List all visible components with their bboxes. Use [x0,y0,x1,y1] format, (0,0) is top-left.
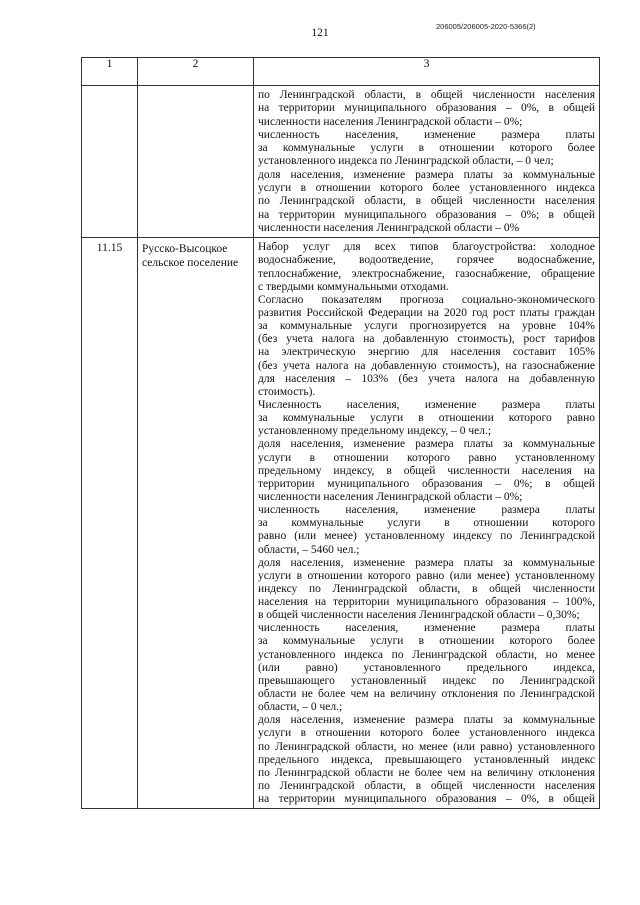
text-line: численности населения Ленинградской области – 0%; [258,115,523,128]
text-line: за коммунальные услуги в отношении которого более [258,635,595,648]
text-line: по Ленинградской области, в общей численности населения [258,89,595,101]
page-number: 121 [311,27,329,39]
text-line: Набор услуг для всех типов благоустройства: холодное [258,241,595,254]
text-line: (без учета налога на добавленную стоимость), на газоснабжение [258,359,595,372]
text-line: доля населения, изменение размера платы за коммунальные [258,168,595,181]
text-line: по Ленинградской области, в общей численности населения [258,195,595,208]
text-line: предельного индекса, превышающего установленный индекс [258,753,595,766]
text-line: на электрическую энергию для населения составит 105% [258,346,595,359]
text-line: за коммунальные услуги в отношении которого более [258,142,595,155]
text-line: (без учета налога на добавленную стоимость), рост тарифов [258,333,595,346]
text-line: услуги в отношении которого равно (или менее) установленному [258,569,595,582]
text-line: по Ленинградской области, но менее (или равно) установленного [258,740,595,753]
text-line: водоснабжение, водоотведение, горячее водоснабжение, [258,254,595,267]
text-line: на территории муниципального образования – 0%, в общей [258,102,595,115]
text-line: стоимость). [258,385,316,398]
text-line: индексу по Ленинградской области, в общей численности [258,582,595,595]
table-row-continued [82,86,600,238]
text-line: за коммунальные услуги в отношении которого [258,517,595,530]
empty-cell [138,86,254,238]
text-line: теплоснабжение, электроснабжение, газоснабжение, обращение [258,267,595,280]
text-line: с твердыми коммунальными отходами. [258,280,449,293]
table-header-row [82,58,600,86]
text-line: доля населения, изменение размера платы за коммунальные [258,714,595,727]
document-code: 206005/206005-2020-5366(2) [436,22,536,31]
data-table [81,57,600,809]
text-line: численности населения Ленинградской области – 0% [258,221,520,234]
text-line: Согласно показателям прогноза социально-экономического [258,293,595,306]
text-line: установленного индекса по Ленинградской области, – 0 чел; [258,155,554,168]
text-line: населения на территории муниципального образования – 100%, [258,596,595,609]
table-row [82,238,600,809]
municipality-name-line: сельское поселение [142,257,239,270]
column-header: 2 [138,58,254,86]
column-header: 3 [254,58,600,86]
text-line: установленного индекса по Ленинградской области, но менее [258,648,595,661]
text-line: за коммунальные услуги прогнозируется на уровне 104% [258,320,595,333]
text-line: области, – 5460 чел.; [258,543,360,556]
column-header: 1 [82,58,138,86]
text-line: области, – 0 чел.; [258,701,343,714]
municipality-name-line: Русско-Высоцкое [142,243,228,256]
text-line: численности населения Ленинградской области – 0%; [258,490,523,503]
text-line: предельному индексу, в общей численности населения на [258,464,595,477]
text-line: (или равно) установленного предельного индекса, [258,661,595,674]
text-line: услуги в отношении которого равно установленному [258,451,595,464]
text-line: доля населения, изменение размера платы за коммунальные [258,556,595,569]
municipality-name [138,238,254,809]
text-line: услуги в отношении которого более установленного индекса [258,182,595,195]
text-line: установленному предельному индексу, – 0 чел.; [258,425,492,438]
text-line: для населения – 103% (без учета налога на добавленную [258,372,595,385]
text-line: развития Российской Федерации на 2020 год рост платы граждан [258,306,595,319]
empty-cell [82,86,138,238]
description-text-cell [254,238,600,809]
text-line: на территории муниципального образования – 0%; в общей [258,208,595,221]
text-line: по Ленинградской области, в общей численности населения [258,780,595,793]
text-line: равно (или менее) установленному индексу по Ленинградской [258,530,595,543]
text-line: превышающего установленный индекс по Ленинградской [258,674,595,687]
text-line: численность населения, изменение размера платы [258,622,595,635]
text-line: области не более чем на величину отклонения по Ленинградской [258,688,595,701]
text-line: за коммунальные услуги в отношении которого равно [258,412,595,425]
row-number: 11.15 [82,238,138,809]
text-line: территории муниципального образования – 0%; в общей [258,477,595,490]
text-line: услуги в отношении которого более установленного индекса [258,727,595,740]
text-line: по Ленинградской области не более чем на величину отклонения [258,766,595,779]
text-line: численность населения, изменение размера платы [258,504,595,517]
text-line: на территории муниципального образования – 0%, в общей [258,793,595,806]
text-line: Численность населения, изменение размера платы [258,398,595,411]
text-line: в общей численности населения Ленинградской области – 0,30%; [258,609,580,622]
continued-text-cell [254,86,600,238]
text-line: численность населения, изменение размера платы [258,128,595,141]
text-line: доля населения, изменение размера платы за коммунальные [258,438,595,451]
